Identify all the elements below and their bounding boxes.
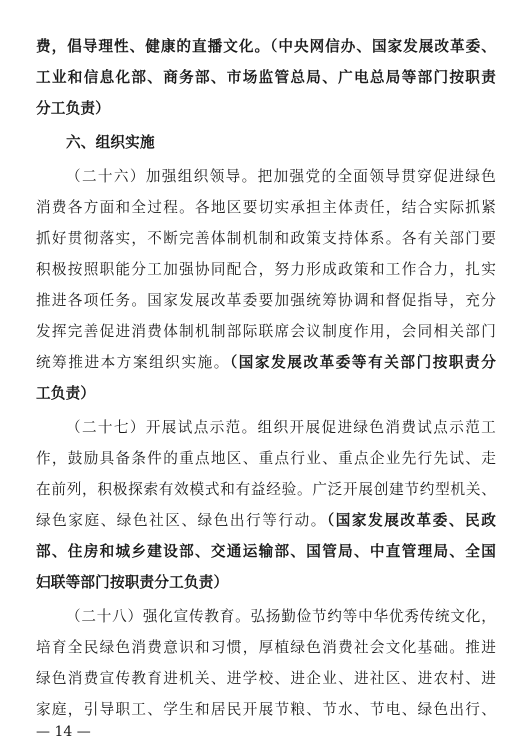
item-title: 开展试点示范。 — [145, 419, 258, 436]
body-line — [66, 417, 496, 439]
responsibility-note: 工负责） — [36, 385, 96, 402]
item-title: 强化宣传教育。 — [142, 608, 251, 625]
body-line — [36, 321, 496, 343]
body-line — [36, 637, 496, 659]
body-line — [36, 259, 496, 281]
body-text: 家庭，引导职工、学生和居民开展节粮、节水、节电、绿色出行、 — [36, 701, 496, 718]
body-line — [36, 541, 496, 563]
item-title: 加强组织领导。 — [145, 168, 258, 185]
body-line — [66, 606, 496, 628]
page-number: — 14 — — [36, 724, 91, 740]
section-heading — [66, 132, 496, 154]
item-label: （二十八） — [66, 608, 143, 625]
body-text: 在前列，积极探索有效模式和有益经验。广泛开展创建节约型机关、 — [36, 481, 496, 498]
body-text: 培育全民绿色消费意识和习惯，厚植绿色消费社会文化基础。推进 — [36, 639, 496, 656]
body-line — [36, 479, 496, 501]
body-text: 统筹推进本方案组织实施。 — [36, 354, 230, 371]
section-heading-text: 六、组织实施 — [66, 134, 155, 151]
body-line — [36, 383, 496, 405]
body-text: 弘扬勤俭节约等中华优秀传统文化， — [250, 608, 496, 625]
responsibility-note: （国家发展改革委等有关部门按职责分 — [229, 354, 496, 371]
body-text: 分工负责） — [36, 100, 110, 117]
responsibility-note: 妇联等部门按职责分工负责） — [36, 574, 229, 591]
body-line — [36, 36, 496, 58]
item-label: （二十六） — [66, 168, 146, 185]
body-line — [36, 98, 496, 120]
responsibility-note: 部、住房和城乡建设部、交通运输部、国管局、中直管理局、全国 — [36, 543, 496, 560]
body-line — [36, 699, 496, 721]
body-text: 绿色家庭、绿色社区、绿色出行等行动。 — [36, 512, 327, 529]
body-text: 抓好贯彻落实，不断完善体制机制和政策支持体系。各有关部门要 — [36, 230, 496, 247]
item-label: （二十七） — [66, 419, 146, 436]
body-line — [36, 67, 496, 89]
body-line — [36, 197, 496, 219]
body-text: 推进各项任务。国家发展改革委要加强统筹协调和督促指导，充分 — [36, 292, 496, 309]
body-text: 工业和信息化部、商务部、市场监管总局、广电总局等部门按职责 — [36, 69, 496, 86]
body-line — [66, 166, 496, 188]
body-line — [36, 352, 496, 374]
body-line — [36, 448, 496, 470]
responsibility-note: （国家发展改革委、民政 — [326, 512, 496, 529]
body-text: 消费各方面和全过程。各地区要切实承担主体责任，结合实际抓紧 — [36, 199, 496, 216]
body-line — [36, 290, 496, 312]
body-line — [36, 228, 496, 250]
body-text: 积极按照职能分工加强协同配合，努力形成政策和工作合力，扎实 — [36, 261, 496, 278]
body-text: 组织开展促进绿色消费试点示范工 — [257, 419, 496, 436]
body-line — [36, 668, 496, 690]
body-line — [36, 572, 496, 594]
body-text: 把加强党的全面领导贯穿促进绿色 — [257, 168, 496, 185]
body-text: 绿色消费宣传教育进机关、进学校、进企业、进社区、进农村、进 — [36, 670, 496, 687]
body-text: 发挥完善促进消费体制机制部际联席会议制度作用，会同相关部门 — [36, 323, 496, 340]
body-text: 作，鼓励具备条件的重点地区、重点行业、重点企业先行先试、走 — [36, 450, 496, 467]
body-line — [36, 510, 496, 532]
body-text: 费，倡导理性、健康的直播文化。（中央网信办、国家发展改革委、 — [36, 38, 496, 55]
